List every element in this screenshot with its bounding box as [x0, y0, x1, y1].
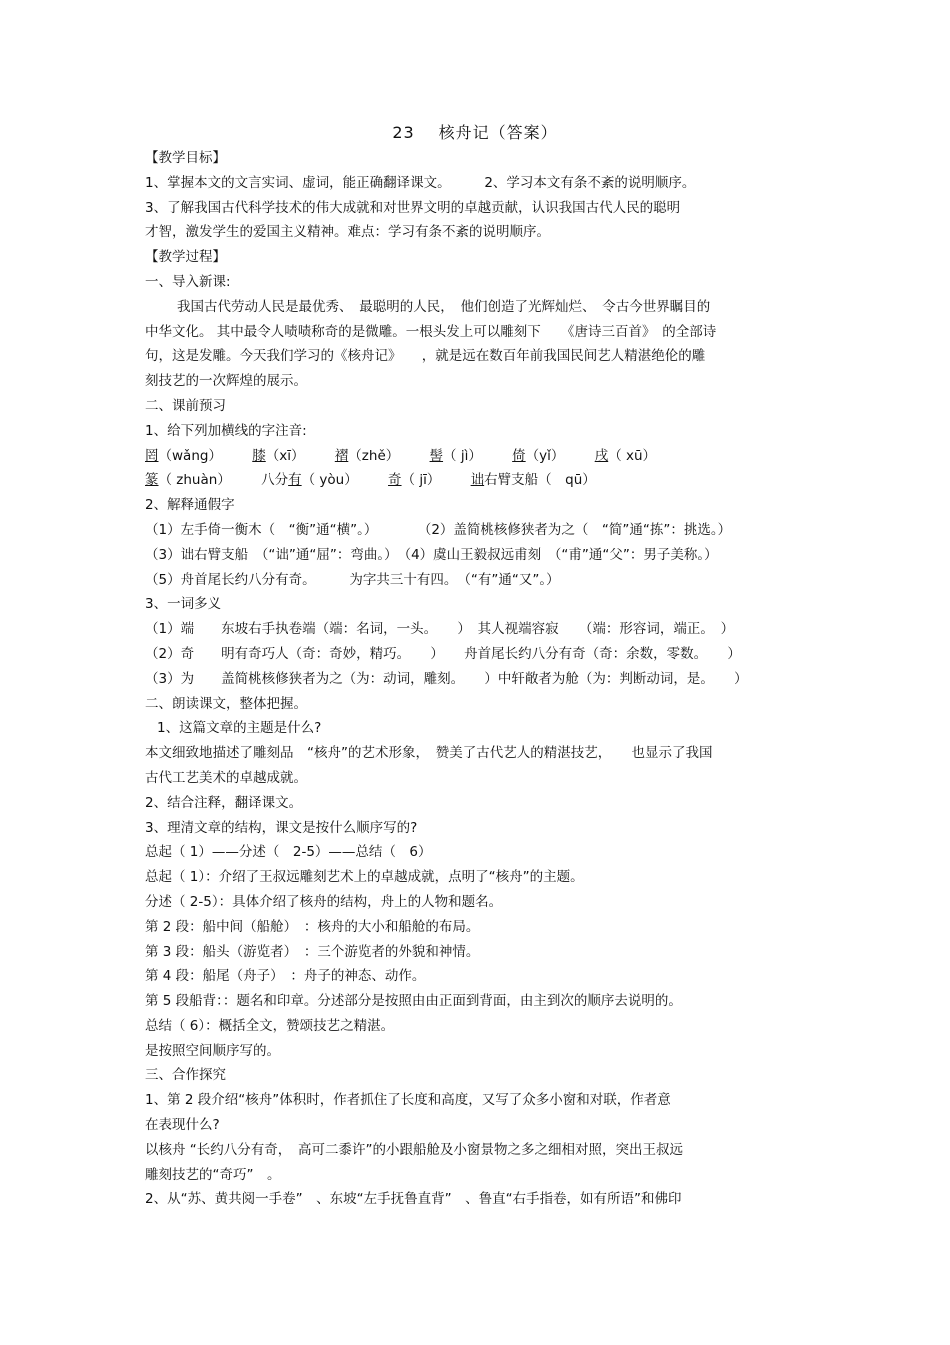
answer-line: 总结（ 6）：概括全文，赞颂技艺之精湛。	[145, 1017, 395, 1034]
pinyin-note: （ xū）	[608, 447, 657, 464]
pinyin-note: （ yòu）	[301, 472, 358, 489]
question-line: 2、解释通假字	[145, 497, 235, 514]
pinyin-note: （ zhuàn）	[158, 472, 231, 489]
answer-line: 是按照空间顺序写的。	[145, 1042, 280, 1059]
subsection-heading: 二、课前预习	[145, 397, 226, 414]
underlined-char: 篆	[145, 472, 159, 489]
question-line: 2、结合注释，翻译课文。	[145, 794, 303, 811]
pinyin-item	[145, 444, 222, 469]
answer-line: （1）左手倚一衡木（ “衡”通“横”。） （2）盖简桃核修狭者为之（ “简”通“拣”：挑选。）	[145, 521, 732, 538]
pinyin-item	[335, 444, 399, 469]
section-heading-process: 【教学过程】	[145, 249, 226, 266]
goal-line: 才智，激发学生的爱国主义精神。难点：学习有条不紊的说明顺序。	[145, 224, 550, 241]
page-title	[0, 120, 950, 143]
answer-line: （2）奇 明有奇巧人（奇：奇妙，精巧。 ） 舟首尾长约八分有奇（奇：余数，零数。 ）	[145, 645, 741, 662]
answer-line: 总起（ 1）：介绍了王叔远雕刻艺术上的卓越成就，点明了“核舟”的主题。	[145, 869, 584, 886]
pinyin-note: （yǐ）	[525, 447, 565, 464]
question-line: 2、从“苏、黄共阅一手卷” 、东坡“左手抚鲁直背” 、鲁直“右手指卷，如有所语”和佛印	[145, 1191, 682, 1208]
pinyin-note: 右臂支船（ qū）	[484, 472, 596, 489]
subsection-heading: 一、导入新课:	[145, 273, 231, 290]
goal-line: 1、掌握本文的文言实词、虚词，能正确翻译课文。 2、学习本文有条不紊的说明顺序。	[145, 174, 696, 191]
underlined-char: 髻	[429, 447, 444, 464]
underlined-char: 有	[288, 472, 302, 489]
answer-line: 分述（ 2-5）：具体介绍了核舟的结构，舟上的人物和题名。	[145, 893, 503, 910]
subsection-heading: 三、合作探究	[145, 1067, 226, 1084]
pinyin-prefix: 八分	[261, 472, 289, 489]
answer-line: 第 4 段：船尾（舟子） ：舟子的神态、动作。	[145, 968, 426, 985]
pinyin-item	[252, 444, 304, 469]
question-line: 1、这篇文章的主题是什么?	[157, 720, 322, 737]
document-body	[145, 146, 815, 1212]
paragraph-line: 刻技艺的一次辉煌的展示。	[145, 373, 307, 390]
answer-line: 总起（ 1）——分述（ 2-5）——总结（ 6）	[145, 844, 432, 861]
paragraph-line: 句，这是发雕。今天我们学习的《核舟记》 ，就是远在数百年前我国民间艺人精湛绝伦的雕	[145, 348, 706, 365]
lesson-number: 23	[392, 123, 415, 142]
pinyin-note: （xī）	[265, 447, 305, 464]
question-line: 3、一词多义	[145, 596, 222, 613]
paragraph-line: 我国古代劳动人民是最优秀、 最聪明的人民， 他们创造了光辉灿烂、 令古今世界瞩目的	[177, 298, 711, 315]
pinyin-row	[145, 444, 815, 469]
underlined-char: 奇	[388, 472, 402, 489]
question-line: 1、第 2 段介绍“核舟”体积时，作者抓住了长度和高度，又写了众多小窗和对联，作者意	[145, 1092, 671, 1109]
underlined-char: 膝	[252, 447, 266, 464]
pinyin-item	[471, 468, 596, 493]
pinyin-note: （ jī）	[401, 472, 441, 489]
paragraph-line: 中华文化。 其中最令人啧啧称奇的是微雕。一根头发上可以雕刻下 《唐诗三百首》 的全部诗	[145, 323, 717, 340]
pinyin-item	[430, 444, 482, 469]
goal-line: 3、了解我国古代科学技术的伟大成就和对世界文明的卓越贡献，认识我国古代人民的聪明	[145, 199, 681, 216]
pinyin-item	[512, 444, 564, 469]
answer-line: 以核舟 “长约八分有奇， 高可二黍许”的小跟船舱及小窗景物之多之细相对照，突出王叔远	[145, 1141, 684, 1158]
answer-line: 雕刻技艺的“奇巧” 。	[145, 1166, 281, 1183]
answer-line: 本文细致地描述了雕刻品 “核舟”的艺术形象， 赞美了古代艺人的精湛技艺， 也显示了我国	[145, 745, 713, 762]
underlined-char: 褶	[334, 447, 349, 464]
question-line: 在表现什么?	[145, 1117, 220, 1134]
answer-line: （1）端 东坡右手执卷端（端：名词，一头。 ） 其人视端容寂 （端：形容词，端正。 ）	[145, 621, 735, 638]
underlined-char: 诎	[470, 472, 485, 489]
question-line: 1、给下列加横线的字注音:	[145, 422, 307, 439]
pinyin-row	[145, 468, 815, 493]
answer-line: （3）诎右臂支船 （“诎”通“屈”：弯曲。） （4）虞山王毅叔远甫刻 （“甫”通“父”：男子美称。）	[145, 546, 718, 563]
pinyin-item	[595, 444, 656, 469]
question-line: 3、理清文章的结构，课文是按什么顺序写的?	[145, 819, 418, 836]
answer-line: 第 2 段：船中间（船舱） ：核舟的大小和船舱的布局。	[145, 918, 480, 935]
answer-line: （3）为 盖简桃核修狭者为之（为：动词，雕刻。 ）中轩敞者为舱（为：判断动词，是。 ）	[145, 670, 748, 687]
pinyin-note: （zhě）	[348, 447, 400, 464]
pinyin-item	[145, 468, 231, 493]
underlined-char: 戌	[594, 447, 609, 464]
subsection-heading: 二、朗读课文，整体把握。	[145, 695, 307, 712]
section-heading-goals: 【教学目标】	[145, 150, 226, 166]
pinyin-note: （wǎng）	[158, 447, 222, 464]
pinyin-item	[261, 468, 358, 493]
lesson-title: 核舟记（答案）	[438, 123, 558, 142]
answer-line: （5）舟首尾长约八分有奇。 为字共三十有四。 （“有”通“又”。）	[145, 571, 560, 588]
answer-line: 古代工艺美术的卓越成就。	[145, 769, 307, 786]
pinyin-note: （ jì）	[443, 447, 482, 464]
pinyin-item	[388, 468, 440, 493]
underlined-char: 罔	[145, 447, 159, 464]
answer-line: 第 3 段：船头（游览者） ：三个游览者的外貌和神情。	[145, 943, 480, 960]
underlined-char: 倚	[512, 447, 526, 464]
answer-line: 第 5 段船背：：题名和印章。分述部分是按照由由正面到背面，由主到次的顺序去说明的。	[145, 993, 682, 1010]
